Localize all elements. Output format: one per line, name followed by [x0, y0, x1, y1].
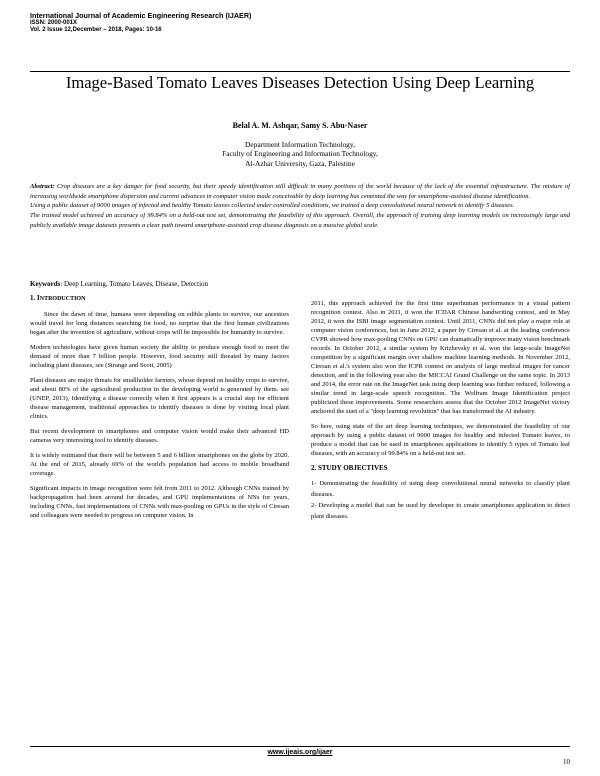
body-paragraph: Significant impacts in image recognition were felt from 2011 to 2012. Although CNNs trained by backpropagation had been around for decades, and GPU implementations of NNs for years, including CNNs, fast implementations of CNNs with max-pooling on GPUs in the style of Ciresan and colleagues were needed to progress on computer vision. In — [30, 485, 289, 519]
objective-item: 2- Developing a model that can be used by developer to create smartphones application to detect plant diseases. — [311, 502, 570, 520]
journal-header — [30, 11, 570, 35]
abstract-text: Crop diseases are a key danger for food security, but their speedy identification still difficult in many portions of the world because of the lack of the essential infrastructure. The mixture of increasing worldwide smartphone dispersion and current advances in computer vision made conceivable by deep learning has cemented the way for smartphone-assisted disease identification. — [30, 183, 571, 200]
footer-journal-link[interactable]: www.ijeais.org/ijaer — [267, 749, 333, 756]
objectives-list — [311, 478, 570, 522]
heading-text: NTRODUCTION — [39, 296, 86, 302]
keywords-label: Keywords — [30, 280, 61, 288]
heading-number: 1. I — [30, 294, 40, 302]
keywords — [30, 280, 570, 289]
journal-issn: ISSN: 2000-001X — [30, 20, 78, 26]
abstract-paragraph: Using a public dataset of 9000 images of infected and healthy Tomato leaves collected under controlled conditions, we trained a deep convolutional neural network to identify 5 diseases. — [30, 202, 515, 210]
body-paragraph: Plant diseases are major threats for smallholder farmers, whose depend on healthy crops to survive, and about 80% of the agricultural production in the developing world is generated by them. see (UNEP, 2013), Identifying a disease correctly when it first appears is a crucial step for efficient disease management, traditional approaches to identify diseases is done by visiting local plant clinics. — [30, 377, 289, 420]
left-column — [30, 294, 289, 526]
affiliation-line: Department Information Technology, — [245, 140, 355, 149]
page-number: 10 — [563, 758, 570, 766]
abstract-paragraph — [30, 182, 570, 201]
paper-affiliation — [30, 140, 570, 168]
body-paragraph: Modern technologies have given human society the ability to produce enough food to meet the demand of more than 7 billion people. However, food security still threated by many factors including plant diseases, see (Strange and Scott, 2005) — [30, 344, 289, 369]
keywords-text: : Deep Learning, Tomato Leaves, Disease, Detection — [60, 280, 209, 288]
affiliation-line: Faculty of Engineering and Information Technology, — [222, 149, 378, 159]
header-rule — [30, 71, 570, 72]
journal-volume: Vol. 2 Issue 12,December – 2018, Pages: 10-16 — [30, 27, 162, 34]
objective-item: 1- Demonstrating the feasibility of using deep convolutional neural networks to classify plant diseases. — [311, 480, 570, 498]
abstract-label: Abstract: — [30, 183, 55, 190]
body-paragraph: 2011, this approach achieved for the first time superhuman performance in a visual pattern recognition contest. Also in 2011, it won the ICDAR Chinese handwriting contest, and in May 2012, it won the ISBI image segmentation contest. Until 2011, CNNs did not play a major role at computer vision conferences, but in June 2012, a paper by Ciresan et al. at the leading conference CVPR showed how max-pooling CNNs on GPU can dramatically improve many vision benchmark records. In October 2012, a similar system by Krizhevsky et al. won the large-scale ImageNet competition by a significant margin over shallow machine learning methods. In November 2012, Ciresan et al.'s system also won the ICPR contest on analysis of large medical images for cancer detection, and in the following year also the MICCAI Grand Challenge on the same topic. In 2013 and 2014, the error rate on the ImageNet task using deep learning was further reduced, following a similar trend in large-scale speech recognition. The Wolfram Image Identification project publicized these improvements. Some researchers assess that the October 2012 ImageNet victory anchored the start of a "deep learning revolution" that has transformed the AI industry. — [311, 300, 570, 415]
body-paragraph: Since the dawn of time, humans were depending on edible plants to survive, our ancestors would travel for long distances searching for food, no surprise that the first human civilizations began after the invention of agriculture, without crops will be impossible for humanity to survive. — [30, 311, 289, 336]
abstract-paragraph: The trained model achieved an accuracy of 99.84% on a held-out test set, demonstrating the feasibility of this approach. Overall, the approach of training deep learning models on increasingly large and publicly available image datasets presents a clear path toward smartphone-assisted crop disease diagnosis on a massive global scale. — [30, 212, 570, 229]
footer-rule — [30, 746, 570, 747]
right-column — [311, 299, 570, 522]
body-paragraph: It is widely estimated that there will be between 5 and 6 billion smartphones on the globe by 2020. At the end of 2015, already 69% of the world's population had access to mobile broadband coverage. — [30, 452, 289, 477]
journal-name: International Journal of Academic Engineering Research (IJAER) — [30, 11, 252, 20]
section-heading-objectives: 2. STUDY OBJECTIVES — [311, 464, 388, 472]
paper-title: Image-Based Tomato Leaves Diseases Detection Using Deep Learning — [65, 73, 535, 92]
body-paragraph: So here, using state of the art deep learning techniques, we demonstrated the feasibility of our approach by using a public dataset of 9000 images for healthy and infected Tomato leaves, to produce a model that can be used in smartphones applications to identify 5 types of Tomato leaf diseases, with an accuracy of 99.84% on a held-out test set. — [311, 423, 570, 457]
affiliation-line: Al-Azhar University, Gaza, Palestine — [245, 158, 355, 168]
abstract — [30, 182, 570, 231]
paper-authors: Belal A. M. Ashqar, Samy S. Abu-Naser — [232, 121, 368, 130]
section-heading-introduction — [30, 294, 289, 304]
body-paragraph: But recent development in smartphones and computer vision would make their advanced HD cameras very interesting tool to identify diseases. — [30, 428, 289, 444]
